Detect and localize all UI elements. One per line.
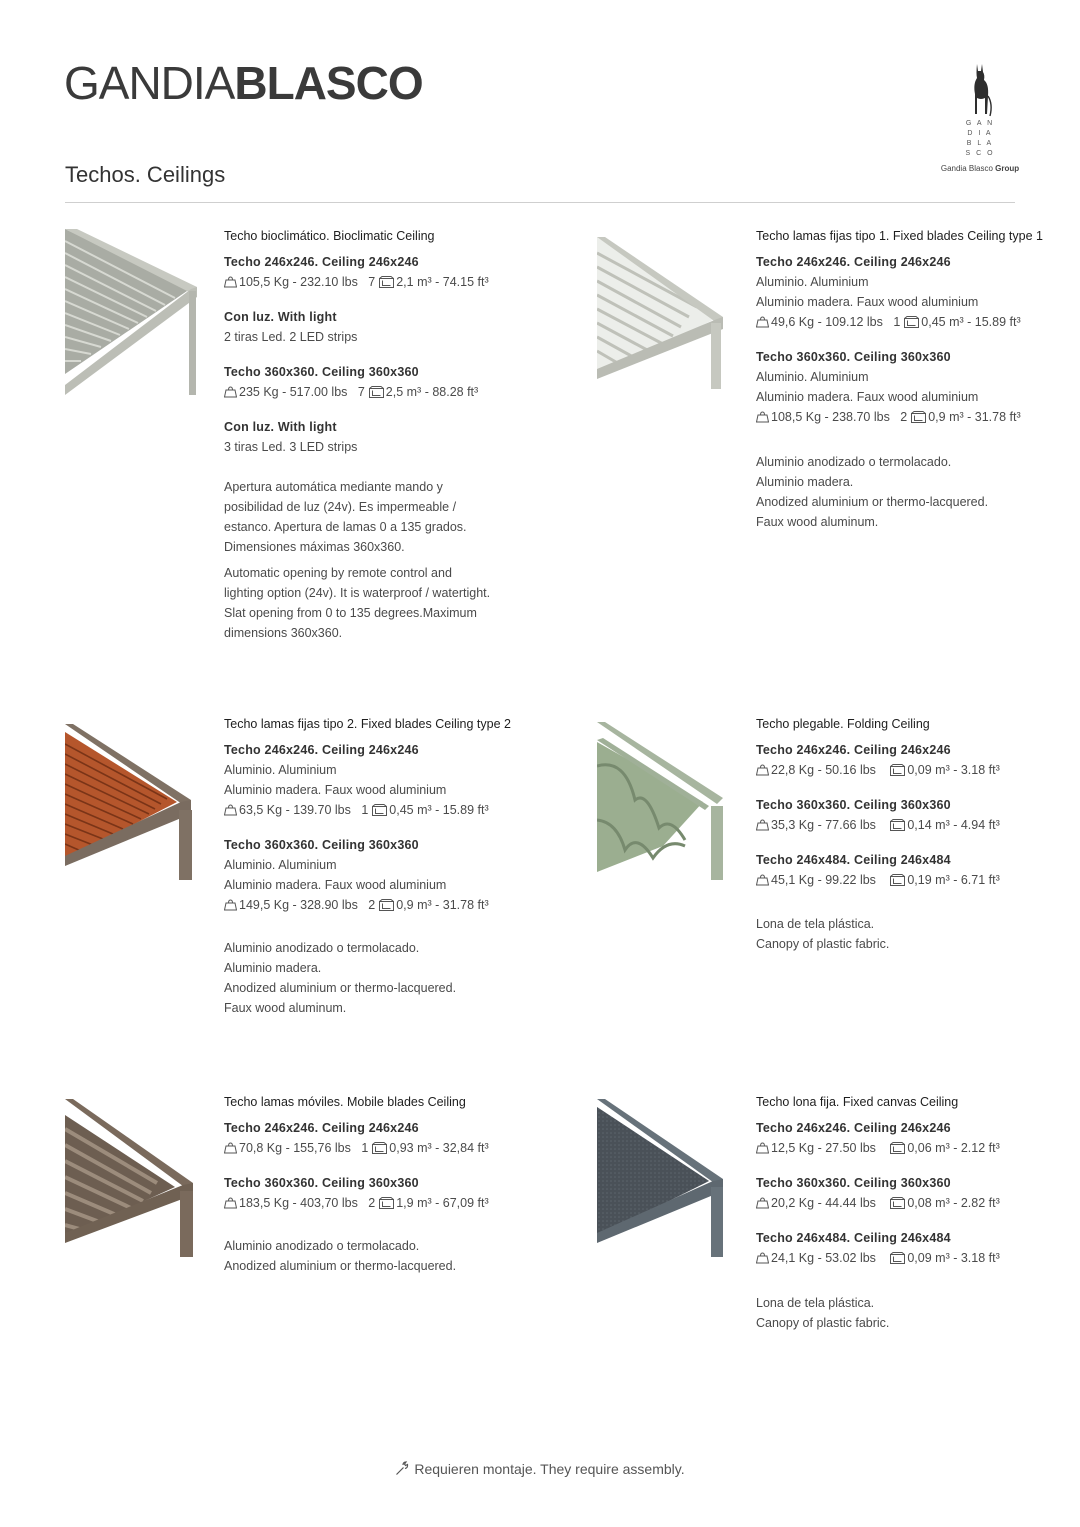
canvas-weight-1: 12,5 Kg - 27.50 lbs: [771, 1141, 876, 1155]
weight-icon: [224, 386, 237, 398]
fixed2-boxes-2: 2: [368, 898, 376, 912]
fixed1-mat2-1: Aluminio madera. Faux wood aluminium: [756, 295, 979, 309]
folding-volume-1: 0,09 m³ - 3.18 ft³: [907, 763, 1000, 777]
weight-icon: [756, 1197, 769, 1209]
fixed2-spec-1: [224, 800, 534, 820]
bioclimatic-light-head-2: Con luz. With light: [224, 420, 337, 434]
bioclimatic-light-text-1: 2 tiras Led. 2 LED strips: [224, 330, 358, 344]
folding-model-2: Techo 360x360. Ceiling 360x360: [756, 798, 951, 812]
bioclimatic-spec-1: [224, 272, 534, 292]
bioclimatic-desc-en-2: lighting option (24v). It is waterproof / watertight.: [224, 586, 491, 600]
folding-finish-2: Canopy of plastic fabric.: [756, 937, 890, 951]
folding-model-1: Techo 246x246. Ceiling 246x246: [756, 743, 951, 757]
footer-text: Requieren montaje. They require assembly.: [414, 1461, 685, 1477]
mobile-spec-1: [224, 1138, 534, 1158]
fixed1-model-2: Techo 360x360. Ceiling 360x360: [756, 350, 951, 364]
box-icon: [379, 899, 394, 911]
bioclimatic-model-1: Techo 246x246. Ceiling 246x246: [224, 255, 419, 269]
fixed1-mat2-2: Aluminio madera. Faux wood aluminium: [756, 390, 979, 404]
fixed1-volume-2: 0,9 m³ - 31.78 ft³: [928, 410, 1021, 424]
fixed2-model-1: Techo 246x246. Ceiling 246x246: [224, 743, 419, 757]
group-text: [940, 164, 1020, 173]
canvas-finish-2: Canopy of plastic fabric.: [756, 1316, 890, 1330]
group-text-bold: Group: [995, 164, 1020, 173]
weight-icon: [756, 1252, 769, 1264]
bioclimatic-volume-1: 2,1 m³ - 74.15 ft³: [396, 275, 489, 289]
fixed2-finish-4: Faux wood aluminum.: [224, 1001, 347, 1015]
cat-icon: [965, 62, 995, 118]
fixed-canvas-block: [756, 1092, 1046, 1333]
folding-weight-2: 35,3 Kg - 77.66 lbs: [771, 818, 876, 832]
weight-icon: [224, 276, 237, 288]
canvas-volume-1: 0,06 m³ - 2.12 ft³: [907, 1141, 1000, 1155]
box-icon: [904, 316, 919, 328]
bioclimatic-weight-1: 105,5 Kg - 232.10 lbs: [239, 275, 358, 289]
canvas-title: Techo lona fija. Fixed canvas Ceiling: [756, 1095, 959, 1109]
fixed1-finish-4: Faux wood aluminum.: [756, 515, 879, 529]
fixed2-title: Techo lamas fijas tipo 2. Fixed blades Ceiling type 2: [224, 717, 511, 731]
fixed2-weight-2: 149,5 Kg - 328.90 lbs: [239, 898, 358, 912]
box-icon: [890, 764, 905, 776]
fixed1-spec-2: [756, 407, 1046, 427]
wrench-icon: [395, 1461, 410, 1476]
weight-icon: [756, 1142, 769, 1154]
folding-spec-3: [756, 870, 1046, 890]
fixed1-finish-1: Aluminio anodizado o termolacado.: [756, 455, 952, 469]
brand-logo: [64, 57, 423, 109]
box-icon: [369, 386, 384, 398]
folding-finish-1: Lona de tela plástica.: [756, 917, 875, 931]
mobile-volume-2: 1,9 m³ - 67,09 ft³: [396, 1196, 489, 1210]
fixed1-volume-1: 0,45 m³ - 15.89 ft³: [921, 315, 1021, 329]
fixed1-spec-1: [756, 312, 1046, 332]
bioclimatic-desc-en-3: Slat opening from 0 to 135 degrees.Maximum: [224, 606, 477, 620]
group-stacked-1: G A N: [965, 120, 995, 127]
bioclimatic-model-2: Techo 360x360. Ceiling 360x360: [224, 365, 419, 379]
canvas-model-2: Techo 360x360. Ceiling 360x360: [756, 1176, 951, 1190]
folding-ceiling-image: [597, 722, 727, 882]
fixed1-title: Techo lamas fijas tipo 1. Fixed blades Ceiling type 1: [756, 229, 1043, 243]
fixed1-boxes-1: 1: [893, 315, 901, 329]
canvas-volume-2: 0,08 m³ - 2.82 ft³: [907, 1196, 1000, 1210]
fixed2-spec-2: [224, 895, 534, 915]
box-icon: [372, 1142, 387, 1154]
weight-icon: [224, 1142, 237, 1154]
box-icon: [379, 1197, 394, 1209]
group-stacked-4: S C O: [965, 150, 995, 157]
box-icon: [890, 1252, 905, 1264]
fixed-blades-type2-image: [65, 724, 195, 882]
mobile-model-2: Techo 360x360. Ceiling 360x360: [224, 1176, 419, 1190]
weight-icon: [756, 764, 769, 776]
fixed-canvas-image: [597, 1099, 727, 1259]
footer-note: [0, 1461, 1080, 1477]
canvas-model-3: Techo 246x484. Ceiling 246x484: [756, 1231, 951, 1245]
fixed2-mat2-2: Aluminio madera. Faux wood aluminium: [224, 878, 447, 892]
canvas-volume-3: 0,09 m³ - 3.18 ft³: [907, 1251, 1000, 1265]
box-icon: [911, 411, 926, 423]
box-icon: [890, 1197, 905, 1209]
fixed1-finish-2: Aluminio madera.: [756, 475, 854, 489]
fixed1-boxes-2: 2: [900, 410, 908, 424]
folding-spec-2: [756, 815, 1046, 835]
fixed1-weight-1: 49,6 Kg - 109.12 lbs: [771, 315, 883, 329]
canvas-model-1: Techo 246x246. Ceiling 246x246: [756, 1121, 951, 1135]
bioclimatic-desc-en-4: dimensions 360x360.: [224, 626, 343, 640]
mobile-finish-1: Aluminio anodizado o termolacado.: [224, 1239, 420, 1253]
mobile-volume-1: 0,93 m³ - 32,84 ft³: [389, 1141, 489, 1155]
folding-model-3: Techo 246x484. Ceiling 246x484: [756, 853, 951, 867]
weight-icon: [756, 819, 769, 831]
fixed2-mat1-2: Aluminio. Aluminium: [224, 858, 337, 872]
weight-icon: [224, 899, 237, 911]
bioclimatic-ceiling-image: [65, 229, 200, 397]
canvas-finish-1: Lona de tela plástica.: [756, 1296, 875, 1310]
fixed-blades-type1-image: [597, 237, 727, 392]
bioclimatic-title: Techo bioclimático. Bioclimatic Ceiling: [224, 229, 435, 243]
fixed1-finish-3: Anodized aluminium or thermo-lacquered.: [756, 495, 989, 509]
mobile-finish-2: Anodized aluminium or thermo-lacquered.: [224, 1259, 457, 1273]
weight-icon: [224, 1197, 237, 1209]
page-title: Techos. Ceilings: [65, 162, 226, 187]
fixed-blades-type1-block: [756, 226, 1046, 532]
folding-title: Techo plegable. Folding Ceiling: [756, 717, 930, 731]
mobile-weight-2: 183,5 Kg - 403,70 lbs: [239, 1196, 358, 1210]
canvas-spec-3: [756, 1248, 1046, 1268]
bioclimatic-volume-2: 2,5 m³ - 88.28 ft³: [385, 385, 479, 399]
folding-ceiling-block: [756, 714, 1046, 954]
bioclimatic-desc-en-1: Automatic opening by remote control and: [224, 566, 452, 580]
fixed2-volume-2: 0,9 m³ - 31.78 ft³: [396, 898, 489, 912]
canvas-spec-2: [756, 1193, 1046, 1213]
group-stacked-2: D I A: [967, 130, 993, 137]
folding-volume-2: 0,14 m³ - 4.94 ft³: [907, 818, 1000, 832]
bioclimatic-weight-2: 235 Kg - 517.00 lbs: [239, 385, 348, 399]
fixed2-weight-1: 63,5 Kg - 139.70 lbs: [239, 803, 351, 817]
mobile-blades-block: [224, 1092, 534, 1276]
fixed2-model-2: Techo 360x360. Ceiling 360x360: [224, 838, 419, 852]
fixed1-weight-2: 108,5 Kg - 238.70 lbs: [771, 410, 890, 424]
canvas-weight-2: 20,2 Kg - 44.44 lbs: [771, 1196, 876, 1210]
bioclimatic-light-text-2: 3 tiras Led. 3 LED strips: [224, 440, 358, 454]
fixed2-mat2-1: Aluminio madera. Faux wood aluminium: [224, 783, 447, 797]
mobile-boxes-1: 1: [361, 1141, 369, 1155]
mobile-spec-2: [224, 1193, 534, 1213]
header-divider: [65, 202, 1015, 203]
box-icon: [890, 819, 905, 831]
folding-spec-1: [756, 760, 1046, 780]
mobile-title: Techo lamas móviles. Mobile blades Ceiling: [224, 1095, 466, 1109]
group-stacked-3: B L A: [966, 140, 994, 147]
canvas-weight-3: 24,1 Kg - 53.02 lbs: [771, 1251, 876, 1265]
brand-part-1: GANDIA: [64, 57, 235, 109]
fixed-blades-type2-block: [224, 714, 534, 1018]
bioclimatic-spec-2: [224, 382, 534, 402]
fixed2-finish-2: Aluminio madera.: [224, 961, 322, 975]
mobile-blades-image: [65, 1099, 197, 1259]
fixed2-volume-1: 0,45 m³ - 15.89 ft³: [389, 803, 489, 817]
bioclimatic-boxes-2: 7: [357, 385, 365, 399]
folding-weight-3: 45,1 Kg - 99.22 lbs: [771, 873, 876, 887]
fixed2-boxes-1: 1: [361, 803, 369, 817]
mobile-model-1: Techo 246x246. Ceiling 246x246: [224, 1121, 419, 1135]
folding-weight-1: 22,8 Kg - 50.16 lbs: [771, 763, 876, 777]
group-text-regular: Gandia Blasco: [940, 164, 993, 173]
bioclimatic-light-head-1: Con luz. With light: [224, 310, 337, 324]
box-icon: [890, 874, 905, 886]
brand-part-2: BLASCO: [234, 57, 423, 109]
weight-icon: [756, 411, 769, 423]
weight-icon: [224, 804, 237, 816]
bioclimatic-boxes-1: 7: [368, 275, 376, 289]
bioclimatic-ceiling-block: [224, 226, 534, 643]
fixed1-mat1-2: Aluminio. Aluminium: [756, 370, 869, 384]
folding-volume-3: 0,19 m³ - 6.71 ft³: [907, 873, 1000, 887]
fixed1-mat1-1: Aluminio. Aluminium: [756, 275, 869, 289]
fixed2-finish-1: Aluminio anodizado o termolacado.: [224, 941, 420, 955]
box-icon: [890, 1142, 905, 1154]
weight-icon: [756, 874, 769, 886]
fixed1-model-1: Techo 246x246. Ceiling 246x246: [756, 255, 951, 269]
mobile-boxes-2: 2: [368, 1196, 376, 1210]
box-icon: [379, 276, 394, 288]
canvas-spec-1: [756, 1138, 1046, 1158]
fixed2-mat1-1: Aluminio. Aluminium: [224, 763, 337, 777]
mobile-weight-1: 70,8 Kg - 155,76 lbs: [239, 1141, 351, 1155]
fixed2-finish-3: Anodized aluminium or thermo-lacquered.: [224, 981, 457, 995]
bioclimatic-desc-es-4: Dimensiones máximas 360x360.: [224, 540, 405, 554]
bioclimatic-desc-es-1: Apertura automática mediante mando y: [224, 480, 443, 494]
weight-icon: [756, 316, 769, 328]
bioclimatic-desc-es-2: posibilidad de luz (24v). Es impermeable /: [224, 500, 457, 514]
bioclimatic-desc-es-3: estanco. Apertura de lamas 0 a 135 grados.: [224, 520, 467, 534]
group-logo: [940, 62, 1020, 173]
box-icon: [372, 804, 387, 816]
